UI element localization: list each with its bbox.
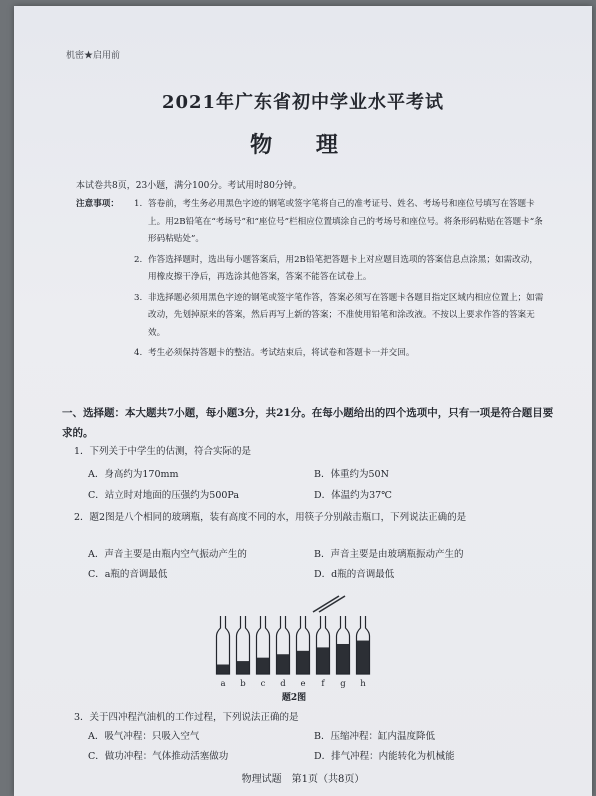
- bottle-label: a: [220, 679, 226, 689]
- bottle-label: f: [321, 679, 325, 689]
- water-fill: [257, 658, 270, 674]
- glass-bottle: [337, 616, 350, 689]
- note-text: 非选择题必须用黑色字迹的钢笔或签字笔作答，答案必须写在答题卡各题目指定区域内相应位置上；如需改动，先划掉原来的答案，然后再写上新的答案；不准使用铅笔和涂改液。不按以上要求作答的答案无效。: [148, 292, 544, 338]
- notes-label: 注意事项：: [76, 199, 119, 209]
- section-heading: 一、选择题：本大题共7小题，每小题3分，共21分。在每小题给出的四个选项中，只有一项是符合题目要求的。: [62, 407, 554, 439]
- note-item: [134, 345, 546, 363]
- glass-bottle: [237, 616, 250, 689]
- water-fill: [357, 641, 370, 674]
- bottles-figure: [209, 594, 379, 704]
- glass-bottle: [357, 616, 370, 689]
- answer-option: B．声音主要是由玻璃瓶振动产生的: [314, 549, 464, 560]
- answer-option: D．体温约为37℃: [314, 490, 392, 501]
- confidential-label: 机密★启用前: [66, 51, 121, 61]
- answer-option: D．排气冲程：内能转化为机械能: [314, 751, 455, 762]
- bottle-label: g: [340, 679, 346, 689]
- bottle-label: d: [280, 679, 286, 689]
- glass-bottle: [297, 616, 310, 689]
- answer-option: A．吸气冲程：只吸入空气: [88, 731, 200, 742]
- answer-option: B．体重约为50N: [314, 469, 389, 480]
- question-stem: 2．题2图是八个相同的玻璃瓶，装有高度不同的水，用筷子分别敲击瓶口，下列说法正确的是: [74, 512, 467, 523]
- note-number: 4.: [134, 348, 143, 358]
- answer-option: A．身高约为170mm: [88, 469, 179, 480]
- glass-bottle: [277, 616, 290, 689]
- note-text: 答卷前，考生务必用黑色字迹的钢笔或签字笔将自己的准考证号、姓名、考场号和座位号填写在答题卡上。用2B铅笔在“考场号”和“座位号”栏相应位置填涂自己的考场号和座位号。将条形码粘贴在答题卡“条形码粘贴处”。: [148, 199, 543, 244]
- glass-bottle: [317, 616, 330, 689]
- glass-bottle: [257, 616, 270, 689]
- figure-caption: 题2图: [281, 693, 307, 703]
- exam-subject: 物 理: [250, 132, 356, 158]
- water-fill: [237, 661, 250, 674]
- answer-option: C．a瓶的音调最低: [88, 569, 168, 580]
- water-fill: [297, 651, 310, 674]
- chopstick: [319, 596, 345, 612]
- water-fill: [317, 647, 330, 674]
- exam-title: 2021年广东省初中学业水平考试: [161, 92, 445, 113]
- exam-intro: 本试卷共8页，23小题，满分100分。考试用时80分钟。: [76, 181, 302, 191]
- note-row-1: [76, 196, 546, 249]
- water-fill: [217, 665, 230, 675]
- page-footer: 物理试题 第1页（共8页）: [241, 774, 365, 785]
- question-stem: 1．下列关于中学生的估测，符合实际的是: [74, 446, 252, 457]
- bottle-label: c: [260, 679, 266, 689]
- bottle-label: e: [300, 679, 306, 689]
- answer-option: B．压缩冲程：缸内温度降低: [314, 731, 435, 742]
- answer-option: A．声音主要是由瓶内空气振动产生的: [88, 549, 247, 560]
- note-item: [134, 290, 546, 343]
- water-fill: [337, 644, 350, 674]
- answer-option: C．做功冲程：气体推动活塞做功: [88, 751, 229, 762]
- glass-bottle: [217, 616, 230, 689]
- chopstick: [313, 596, 339, 612]
- note-number: 2.: [134, 254, 143, 265]
- bottle-label: b: [240, 679, 246, 689]
- exam-sheet: [14, 6, 592, 796]
- note-number: 1.: [134, 199, 143, 209]
- water-fill: [277, 654, 290, 674]
- note-text: 作答选择题时，选出每小题答案后，用2B铅笔把答题卡上对应题目选项的答案信息点涂黑；如需改动，用橡皮擦干净后，再选涂其他答案，答案不能答在试卷上。: [148, 254, 538, 282]
- answer-option: D．d瓶的音调最低: [314, 569, 395, 580]
- question-stem: 3．关于四冲程汽油机的工作过程，下列说法正确的是: [74, 712, 299, 723]
- note-number: 3.: [134, 292, 143, 303]
- notes-block: [76, 196, 546, 363]
- note-item: [134, 252, 546, 287]
- answer-option: C．站立时对地面的压强约为500Pa: [88, 490, 240, 501]
- bottle-label: h: [360, 679, 366, 689]
- note-text: 考生必须保持答题卡的整洁。考试结束后，将试卷和答题卡一并交回。: [148, 348, 415, 358]
